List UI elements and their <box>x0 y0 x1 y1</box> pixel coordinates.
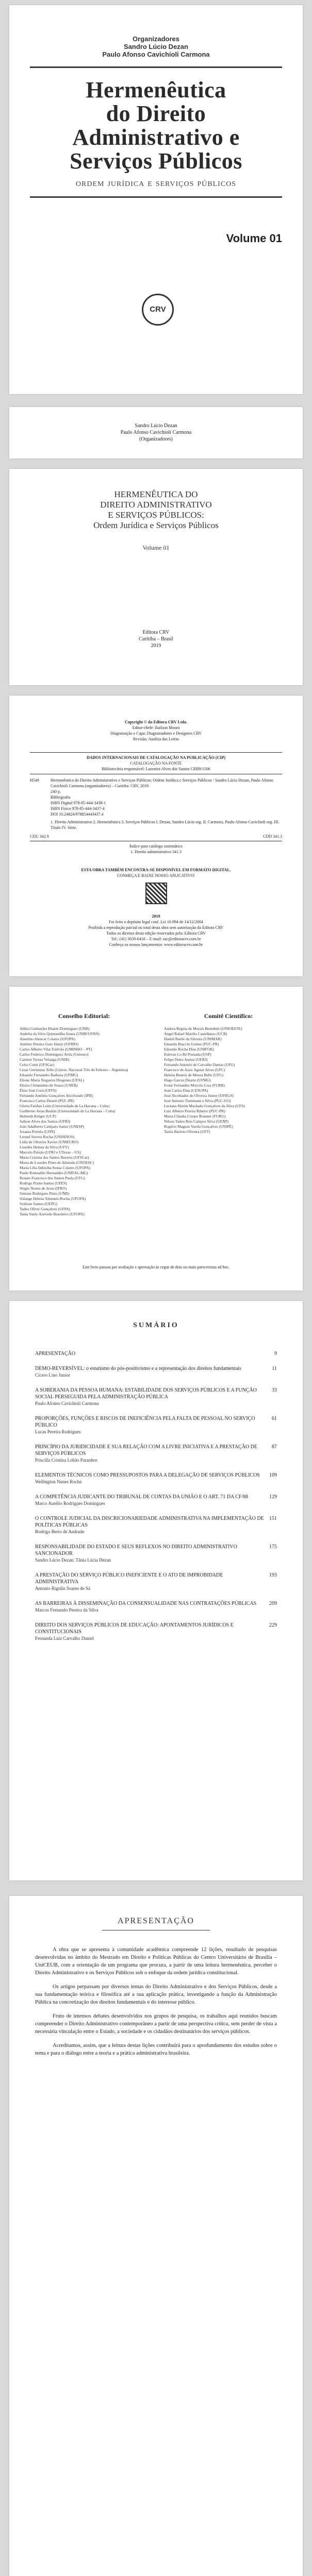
editorial-member: Antônio Pereira Gaio Júnior (UFRRJ) <box>20 1042 79 1046</box>
summary-entry-page: 175 <box>269 1544 277 1550</box>
editorial-member: Anselmo Alencar Colares (UFOPA) <box>20 1037 75 1041</box>
presentation-paragraph: Fruto de intensos debates desenvolvidos nos grupos de pesquisa, os trabalhos aqui reunidos buscam compreender o Direito Administrativo contemporâneo a partir de uma perspectiva crítica, sem perder de vista a necessária vinculação entre o Estado, a sociedade e os cidadãos destinatários dos serviços públicos. <box>35 2013 277 2035</box>
reserved-line: Todos os direitos desta edição reservados pela: Editora CRV <box>106 931 206 936</box>
summary-entry-title: DIREITO DOS SERVIÇOS PÚBLICOS DE EDUCAÇÃO: APONTAMENTOS JURÍDICOS E CONSTITUCIONAIS <box>35 1622 234 1635</box>
title-page <box>9 469 303 685</box>
cover-title-line: Serviços Públicos <box>70 148 242 174</box>
summary-entry-page: 151 <box>269 1516 277 1521</box>
reserved-line: Foi feito o depósito legal conf. Lei 10.994 de 14/12/2004 <box>109 920 203 924</box>
cip-doi: DOI 10.24824/978854443437.4 <box>51 812 104 817</box>
scientific-member: Estevan Lo Ré Pousada (USP) <box>164 1052 211 1057</box>
reserved-line: Tel.: (41) 3039-6418 – E-mail: sac@editoracrv.com.br <box>111 937 201 941</box>
digital-note: ESTA OBRA TAMBÉM ENCONTRA-SE DISPONÍVEL EM FORMATO DIGITAL. <box>81 868 231 872</box>
presentation-heading: APRESENTAÇÃO <box>118 1917 194 1925</box>
editorial-member: Guillermo Arias Beatón (Universidade de La Havana – Cuba) <box>20 1109 116 1113</box>
editorial-member: Gloria Fariñas León (Universidade de La Havana – Cuba) <box>20 1104 110 1108</box>
editorial-member: Josania Portela (UFPI) <box>20 1129 55 1134</box>
scientific-committee-title: Comitê Científico: <box>204 1012 253 1020</box>
editorial-council-list <box>20 1026 149 1217</box>
editorial-member: Aldira Guimarães Duarte Domínguez (UNB) <box>20 1026 90 1031</box>
summary-entry-author: Marcos Fernando Pereira da Silva <box>35 1607 98 1613</box>
editorial-member: Maria de Lourdes Pinto de Almeida (UNOESC) <box>20 1160 94 1165</box>
editorial-member: Elione Maria Nogueira Diogenes (UFAL) <box>20 1078 85 1082</box>
summary-entry-page: 33 <box>272 1387 277 1393</box>
summary-entry-title: ELEMENTOS TÉCNICOS COMO PRESSUPOSTOS PARA A DELEGAÇÃO DE SERVIÇOS PÚBLICOS <box>35 1472 260 1478</box>
organizer-name: Sandro Lúcio Dezan <box>124 43 188 50</box>
editorial-member: Maria Lília Imbiriba Sousa Colares (UFOPA) <box>20 1165 90 1170</box>
summary-entry-title: APRESENTAÇÃO <box>35 1351 76 1357</box>
author-name: Sandro Lúcio Dezan <box>135 423 177 429</box>
scientific-member: Fernando Antonio de Carvalho Dantas (UFG) <box>164 1062 235 1067</box>
summary-entry-title: A SOBERANIA DA PESSOA HUMANA: ESTABILIDADE DOS SERVIÇOS PÚBLICOS E A FUNÇÃO SOCIAL PERSEGUIDA PELA ADMINISTRAÇÃO PÚBLICA <box>35 1387 257 1400</box>
editorial-member: Jailson Alves dos Santos (UFRJ) <box>20 1119 71 1124</box>
editorial-member: Élsio José Corá (UFFS) <box>20 1088 57 1093</box>
editorial-member: Elizeu Clementino de Souza (UNEB) <box>20 1083 78 1088</box>
editorial-member: Tadeu Oliver Gonçalves (UFPA) <box>20 1207 71 1211</box>
summary-entry-title: PROPORÇÕES, FUNÇÕES E RISCOS DE INEFICIÊNCIA PELA FALTA DE PESSOAL NO SERVIÇO PÚBLICO <box>35 1416 255 1428</box>
scientific-member: Luiz Alberto Pereira Ribeiro (PUC-PR) <box>164 1109 225 1113</box>
reserved-line: Conheça os nossos lançamentos: www.editoracrv.com.br <box>109 942 203 947</box>
cip-title: DADOS INTERNACIONAIS DE CATALOGAÇÃO NA PUBLICAÇÃO (CIP) <box>86 755 226 760</box>
editorial-member: Maria Cristina dos Santos Bezerra (UFSCar) <box>20 1155 89 1160</box>
editorial-member: Eduardo Fernandes Barbosa (UFMG) <box>20 1073 78 1077</box>
summary-entry[interactable] <box>35 1444 277 1464</box>
scientific-member: Rogério Magnus Varela Gonçalves (UNIPÊ) <box>164 1124 233 1129</box>
scientific-member: Jean Carlos Dias (CESUPA) <box>164 1088 208 1093</box>
copyright-line: Revisão: Analiza das Letras <box>133 737 179 741</box>
summary-entry-page: 109 <box>269 1472 277 1478</box>
editorial-member: Leonel Severo Rocha (UNISINOS) <box>20 1134 75 1139</box>
editorial-council-title: Conselho Editorial: <box>58 1012 110 1020</box>
summary-entry-author: Lucas Pereira Rodrigues <box>35 1429 81 1434</box>
cip-librarian: Bibliotecária responsável: Luzenira Alves dos Santos CRB9/1506 <box>102 767 210 771</box>
scientific-member: Eduardo Biacchi Gomes (PUC-PR) <box>164 1042 219 1046</box>
summary-entry[interactable] <box>35 1544 277 1564</box>
summary-entry-title: RESPONSABILIDADE DO ESTADO E SEUS REFLEXOS NO DIREITO ADMINISTRATIVO SANCIONADOR <box>35 1544 237 1556</box>
title-line: E SERVIÇOS PÚBLICOS: <box>108 510 204 520</box>
cdu-code: CDU 342.9 <box>30 834 49 839</box>
summary-entry-author: Sandro Lúcio Dezan; Tânia Lúcia Dezan <box>35 1557 111 1563</box>
summary-entry-title: PRINCÍPIO DA JURIDICIDADE E SUA RELAÇÃO COM A LIVRE INICIATIVA E A PRESTAÇÃO DE SERVIÇOS PÚBLICOS <box>35 1444 257 1456</box>
index-title: Índice para catálogo sistemático <box>129 844 183 849</box>
copyright-line: Editor-chefe: Railson Moura <box>132 725 180 730</box>
editorial-member: Tania Suely Azevedo Brasileiro (UFOPA) <box>20 1212 85 1216</box>
scientific-member: Tarsis Barreto Oliveira (UFT) <box>164 1129 210 1134</box>
scientific-committee-list <box>164 1026 293 1134</box>
scientific-member: Ángel Rafael Mariño Castellanos (UCB) <box>164 1031 227 1036</box>
organizer-name: Paulo Afonso Cavichioli Carmona <box>102 50 210 58</box>
presentation-paragraph: Os artigos perpassam por diversos temas do Direito Administrativo e dos Serviços Públicos, desde a sua fundamentação teórica e filosófica até a sua aplicação prática, investigando a função da Administração Pública na concretização dos direitos fundamentais e do interesse público. <box>35 1984 277 2005</box>
scientific-member: Andrea Regina de Morais Benedetti (UNIOESTE) <box>164 1026 242 1031</box>
scientific-member: Helena Beatriz de Moura Belle (UFG) <box>164 1073 224 1077</box>
summary-entry[interactable] <box>35 1622 277 1642</box>
summary-entry-author: Paulo Afonso Cavichioli Carmona <box>35 1401 99 1406</box>
cover-divider <box>30 196 282 198</box>
presentation-paragraph: A obra que se apresenta à comunidade acadêmica compreende 12 lições, resultado de pesquisas desenvolvidas no âmbito do Mestrado em Direito e Políticas Públicas do Centro Universitário de Brasília – UniCEUB, com a orientação de um programa que procura, a partir de uma leitura hermenêutica, perceber o Direito Administrativo e os Serviços Públicos sob o enfoque da ordem jurídica constitucional. <box>35 1947 277 1976</box>
cover-title-line: Administrativo e <box>72 125 240 150</box>
editorial-member: Francisco Carlos Duarte (PUC-PR) <box>20 1098 75 1103</box>
title-volume: Volume 01 <box>142 544 170 551</box>
editorial-member: João Adalberto Campato Junior (UNESP) <box>20 1124 85 1129</box>
summary-list <box>35 1350 277 1642</box>
summary-entry-title: AS BARREIRAS À DISSEMINAÇÃO DA CONSENSUALIDADE NAS CONTRATAÇÕES PÚBLICAS <box>35 1601 257 1606</box>
summary-entry[interactable] <box>35 1515 277 1535</box>
summary-heading: SUMÁRIO <box>133 1321 179 1329</box>
editorial-member: Carlos Alberto Vilar Estêvão (UMINHO – PT) <box>20 1047 92 1052</box>
editorial-member: Lourdes Helena da Silva (UFV) <box>20 1145 69 1149</box>
summary-entry-author: Marco Aurélio Rodrigues Domingues <box>35 1501 105 1506</box>
scientific-member: José Antonio Tietzmann e Silva (PUC-GO) <box>164 1098 231 1103</box>
summary-entry[interactable] <box>35 1415 277 1435</box>
scientific-member: Luciana Aboim Machado Gonçalves da Silva (UFS) <box>164 1104 245 1108</box>
editorial-member: Lídia de Oliveira Xavier (UNIEURO) <box>20 1140 79 1144</box>
cover-volume: Volume 01 <box>226 232 282 245</box>
scientific-member: Daniel Barile da Silveira (UNIMAR) <box>164 1037 222 1041</box>
summary-entry-author: Wellington Nunes Rocha <box>35 1479 82 1484</box>
summary-entry[interactable] <box>35 1365 277 1379</box>
scientific-member: Maria Cláudia Crespo Brauner (FURG) <box>164 1114 226 1118</box>
summary-entry-title: A PRESTAÇÃO DO SERVIÇO PÚBLICO INEFICIENTE E O ATO DE IMPROBIDADE ADMINISTRATIVA <box>35 1572 223 1585</box>
title-line: DIREITO ADMINISTRATIVO <box>100 500 212 510</box>
cip-text: 240 p. <box>51 789 61 794</box>
cover-title-line: do Direito <box>106 101 206 126</box>
index-item: 1. Direito administrativo 341.3 <box>130 850 182 854</box>
title-subtitle: Ordem Jurídica e Serviços Públicos <box>93 520 219 530</box>
reserved-year: 2019 <box>152 914 160 919</box>
scientific-member: Nilson Tadeu Reis Campos Silva (UENP) <box>164 1119 229 1124</box>
editorial-member: Cesar Gerónimo Tello (Univer. Nacional Três de Febrero – Argentina) <box>20 1067 128 1072</box>
editorial-member: Rodrigo Pratte-Santos (UFES) <box>20 1181 67 1185</box>
copyright-line: Copyright © da Editora CRV Ltda. <box>124 720 188 724</box>
council-page <box>9 987 303 1291</box>
editorial-member: Sérgio Nunes de Jesus (IFRO) <box>20 1186 67 1191</box>
editorial-member: Renato Francisco dos Santos Paula (UFG) <box>20 1176 85 1180</box>
cover-title-line: Hermenêutica <box>86 77 226 103</box>
publication-year: 2019 <box>151 643 161 649</box>
organizers-label: Organizadores <box>132 35 180 43</box>
cdd-code: CDD 341.3 <box>263 834 282 839</box>
summary-entry-page: 209 <box>269 1601 277 1606</box>
summary-entry-author: Rodrigo Berto de Andrade <box>35 1529 85 1534</box>
summary-entry[interactable] <box>35 1572 277 1592</box>
summary-entry-title: DEMO-REVERSÍVEL: o estatismo do pós-positivismo e a representação dos direitos fundamentais <box>35 1366 241 1371</box>
cip-block <box>30 752 282 855</box>
publisher-logo: CRV <box>142 294 174 326</box>
summary-entry-page: 11 <box>272 1366 277 1371</box>
summary-entry-page: 61 <box>272 1416 277 1421</box>
scientific-member: Hugo Garcez Duarte (UFMG) <box>164 1078 211 1082</box>
copyright-page <box>9 696 303 976</box>
cip-subtitle: CATALOGAÇÃO NA FONTE <box>130 761 182 766</box>
summary-entry-page: 193 <box>269 1572 277 1578</box>
summary-entry-author: Cícero Lino Junior <box>35 1372 70 1378</box>
author-role: (Organizadores) <box>139 436 173 442</box>
summary-entry-author: Antonio Rigolin Soares de Sá <box>35 1586 90 1591</box>
summary-entry[interactable] <box>35 1350 277 1357</box>
scientific-member: Eduardo Rocha Dias (UNIFOR) <box>164 1047 214 1052</box>
summary-entry[interactable] <box>35 1494 277 1507</box>
editorial-member: Paulo Romualdo Hernandes (UNIFAL-MG) <box>20 1171 88 1175</box>
publisher-city: Curitiba – Brasil <box>139 636 173 642</box>
scientific-member: José Alcebíades de Oliveira Junior (UFRGS) <box>164 1093 234 1098</box>
summary-entry-page: 9 <box>274 1351 277 1357</box>
scientific-committee <box>164 1012 293 1134</box>
editorial-council <box>20 1012 149 1217</box>
reserved-line: Proibida a reprodução parcial ou total desta obra sem autorização da Editora CRV <box>88 925 224 930</box>
qr-code-icon <box>145 883 167 904</box>
summary-entry-page: 87 <box>272 1444 277 1450</box>
summary-entry-title: O CONTROLE JUDICIAL DA DISCRICIONARIEDADE ADMINISTRATIVA NA IMPLEMENTAÇÃO DE POLÍTICAS PÚBLICAS <box>35 1516 264 1528</box>
cip-divider <box>30 752 282 753</box>
summary-entry-author: Fernanda Luiz Carvalho Daniel <box>35 1636 94 1641</box>
cip-subjects: 1. Direito Administrativo 2. Hermenêutica 3. Serviços Públicos I. Dezan, Sandro Lúcio org. II. Carmona, Paulo Afonso Cavichioli org. III. Título IV. Série. <box>51 820 280 830</box>
summary-page <box>9 1301 303 1880</box>
summary-entry[interactable] <box>35 1472 277 1485</box>
half-title-page <box>9 407 303 459</box>
summary-entry-title: A COMPETÊNCIA JUDICANTE DO TRIBUNAL DE CONTAS DA UNIÃO E O ART. 71 DA CF/88 <box>35 1494 249 1500</box>
summary-entry[interactable] <box>35 1387 277 1407</box>
editorial-member: Simone Rodrigues Pinto (UNB) <box>20 1191 70 1196</box>
scientific-member: Ivone Fernandes Morcilo Lixa (FURB) <box>164 1083 225 1088</box>
cip-isbn: ISBN Físico 978-85-444-3437-4 <box>51 806 105 811</box>
editorial-member: Carlos Federico Dominguez Avila (Unieuro) <box>20 1052 89 1057</box>
title-line: HERMENÊUTICA DO <box>114 489 198 499</box>
cover-page <box>9 5 303 394</box>
editorial-member: Carmen Tereza Velanga (UNIR) <box>20 1057 70 1062</box>
scientific-member: Francisco de Assis Aguiar Alves (UFC) <box>164 1067 225 1072</box>
copyright-line: Diagramação e Capa: Diagramadores e Designers CRV <box>110 731 202 736</box>
presentation-body <box>35 1946 277 2057</box>
publisher-name: Editora CRV <box>142 630 170 635</box>
editorial-member: Solange Helena Ximenes-Rocha (UFOPA) <box>20 1196 86 1201</box>
scientific-member: Felipe Dutra Asensi (UERJ) <box>164 1057 208 1062</box>
cover-subtitle: ordem jurídica e serviços públicos <box>75 177 237 189</box>
summary-entry-page: 129 <box>269 1494 277 1500</box>
editorial-member: Fernando Antônio Gonçalves Alcoforado (IPB) <box>20 1093 93 1098</box>
cip-code: H549 <box>30 778 39 783</box>
app-note: CONHEÇA E BAIXE NOSSO APLICATIVO! <box>117 873 195 878</box>
editorial-member: Sydione Santos (UEPG) <box>20 1201 57 1206</box>
editorial-member: Celso Conti (UFSCar) <box>20 1062 55 1067</box>
cip-text: Hermenêutica do Direito Administrativo e Serviços Públicos: Ordem Jurídica e Serviços Públicos / Sandro Lúcio Dezan, Paulo Afonso Cavichioli Carmona (organizadores) – Curitiba: CRV, 2019. <box>51 778 273 788</box>
author-name: Paulo Afonso Cavichioli Carmona <box>120 430 192 435</box>
editorial-member: Helmuth Krüger (UCP) <box>20 1114 56 1118</box>
cover-divider <box>30 66 282 68</box>
summary-entry[interactable] <box>35 1600 277 1614</box>
summary-entry-author: Priscilla Cristina Lobão Paranhos <box>35 1458 97 1463</box>
presentation-page <box>9 1896 303 2576</box>
editorial-member: Marcelo Paixão (UFRJ e UTexas – US) <box>20 1150 81 1155</box>
cip-text: Bibliografia <box>51 795 71 800</box>
presentation-paragraph: Acreditamos, assim, que a leitura destas lições contribuirá para o aprofundamento dos estudos sobre o tema e para o diálogo entre a teoria e a prática administrativa brasileira. <box>35 2043 277 2056</box>
summary-entry-page: 229 <box>269 1622 277 1628</box>
peer-review-note: Este livro passou por avaliação e aprovação às cegas de dois ou mais pareceristas ad hoc. <box>82 1265 230 1269</box>
editorial-member: Andréia da Silva Quintanilha Sousa (UNIR/UFRN) <box>20 1031 100 1036</box>
cip-isbn: ISBN Digital 978-85-444-3438-1 <box>51 801 106 805</box>
